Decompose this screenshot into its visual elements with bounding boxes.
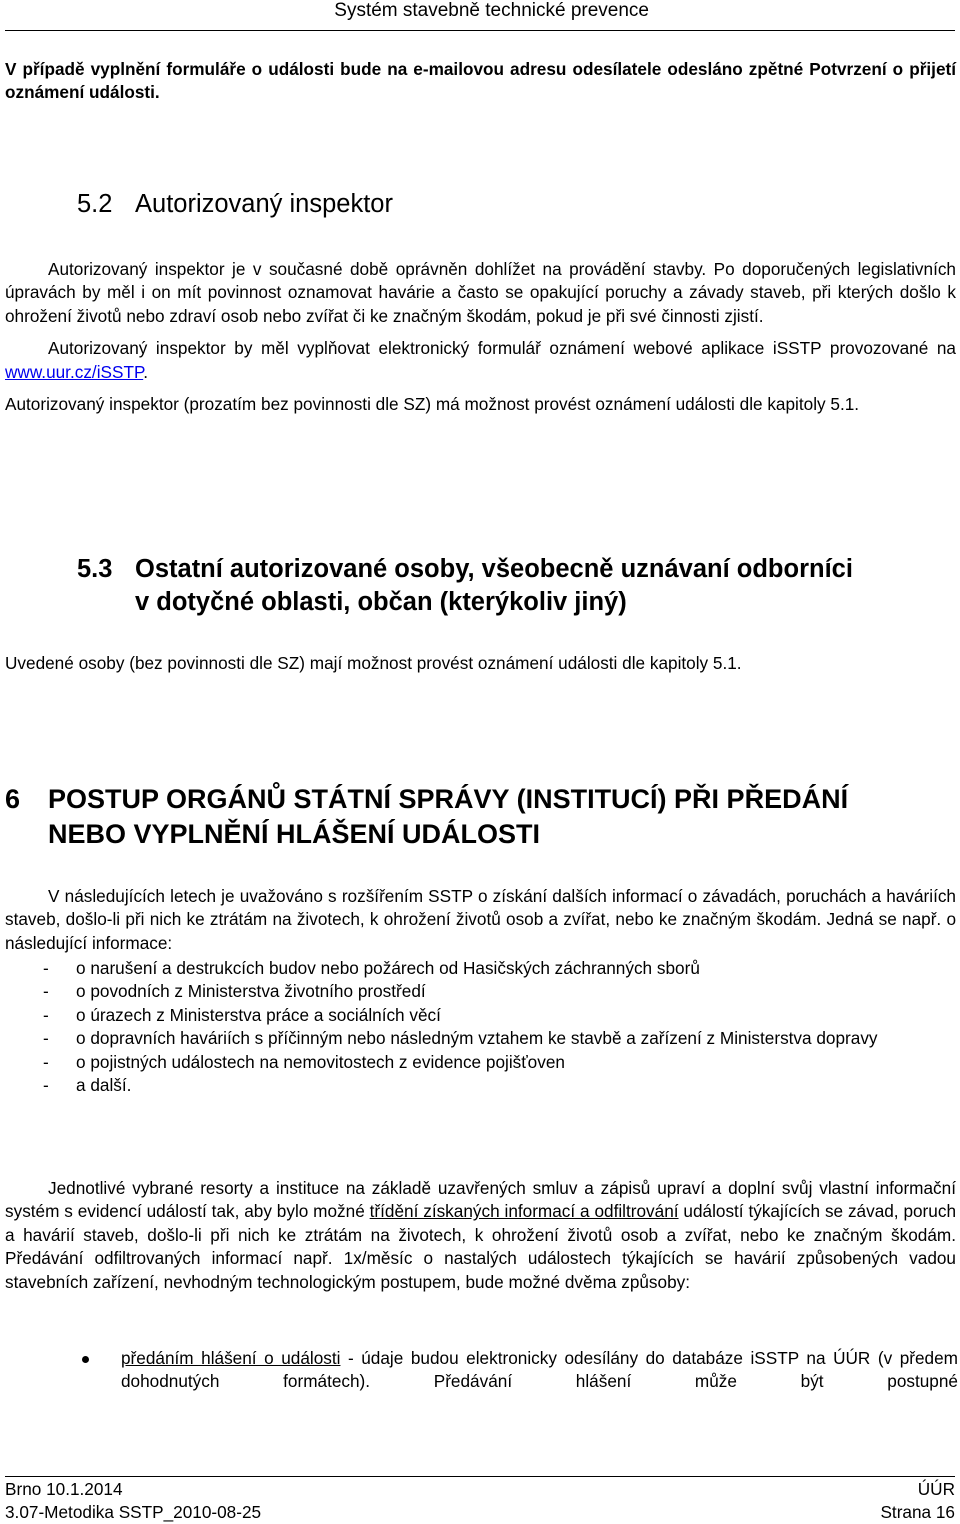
footer-date: Brno 10.1.2014	[5, 1479, 123, 1499]
header-rule	[5, 30, 955, 31]
bullet-list	[82, 1347, 958, 1394]
paragraph: Autorizovaný inspektor je v současné době oprávněn dohlížet na provádění stavby. Po doporučených legislativních úpravách by měl i on mít povinnost oznamovat havárie a často se opakující poruchy a závady staveb, při kterých došlo k ohrožení životů nebo zdraví osob nebo zvířat či ke značným škodám, pokud je při své činnosti zjistí.	[5, 259, 956, 326]
intro-paragraph: V případě vyplnění formuláře o události bude na e-mailovou adresu odesílatele odesláno zpětné Potvrzení o přijetí oznámení události.	[5, 59, 956, 103]
paragraph: Autorizovaný inspektor (prozatím bez povinnosti dle SZ) má možnost provést oznámení události dle kapitoly 5.1.	[5, 394, 860, 415]
list-item: - o pojistných událostech na nemovitostech z evidence pojišťoven	[43, 1051, 565, 1072]
section-5-2-body	[5, 258, 956, 416]
section-title-line1: Ostatní autorizované osoby, všeobecně uznávaní odborníci	[135, 555, 853, 583]
footer-rule	[5, 1476, 955, 1477]
footer-docname: 3.07-Metodika SSTP_2010-08-25	[5, 1502, 262, 1522]
paragraph: Uvedené osoby (bez povinnosti dle SZ) mají možnost provést oznámení události dle kapitoly 5.1.	[5, 653, 742, 673]
list-item: - o dopravních haváriích s příčinným nebo následným vztahem ke stavbě a zařízení z Ministerstva dopravy	[43, 1028, 878, 1049]
chapter-title-line1: POSTUP ORGÁNŮ STÁTNÍ SPRÁVY (INSTITUCÍ) PŘI PŘEDÁNÍ	[48, 784, 849, 814]
section-number: 5.2	[77, 190, 113, 218]
footer-org: ÚÚR	[917, 1479, 955, 1499]
page-footer	[5, 1476, 955, 1524]
section-5-3-heading	[77, 553, 957, 619]
section-number: 5.3	[77, 555, 113, 583]
paragraph-text: .	[143, 361, 148, 382]
footer-page-number: Strana 16	[880, 1502, 955, 1522]
list-item: - o narušení a destrukcích budov nebo požárech od Hasičských záchranných sborů	[43, 958, 700, 978]
section-title-line2: v dotyčné oblasti, občan (kterýkoliv jiný)	[135, 588, 627, 616]
list-item: - o úrazech z Ministerstva práce a sociálních věcí	[43, 1004, 441, 1025]
section-title: Autorizovaný inspektor	[135, 190, 393, 218]
chapter-number: 6	[5, 784, 21, 814]
chapter-title-line2: NEBO VYPLNĚNÍ HLÁŠENÍ UDÁLOSTI	[48, 819, 541, 849]
section-5-2-heading	[77, 188, 393, 221]
information-list	[43, 957, 958, 1097]
page-header	[0, 0, 960, 30]
bullet-item: předáním hlášení o události - údaje budou elektronicky odesílány do databáze iSSTP na ÚÚR (v předem dohodnutých formátech). Předávání hlášení může být postupné	[82, 1347, 958, 1394]
section-5-3-body	[5, 652, 956, 675]
intro-block	[5, 58, 956, 105]
paragraph-text: Autorizovaný inspektor by měl vyplňovat elektronický formulář oznámení webové aplikace iSSTP provozované na	[48, 338, 956, 359]
paragraph: V následujících letech je uvažováno s rozšířením SSTP o získání dalších informací o závadách, poruchách a haváriích staveb, došlo-li při nich ke ztrátám na životech, k ohrožení životů osob a zvířat, nebo ke značným škodám. Jedná se např. o následující informace:	[5, 886, 956, 953]
list-item: - a další.	[43, 1075, 132, 1096]
header-title: Systém stavebně technické prevence	[334, 0, 649, 21]
paragraph	[5, 337, 956, 384]
paragraph: Jednotlivé vybrané resorty a instituce na základě uzavřených smluv a zápisů upraví a doplní svůj vlastní informační systém s evidencí událostí tak, aby bylo možné třídění získaných informací a odfiltrování událostí týkajících se závad, poruch a havárií staveb, došlo-li při nich ke ztrátám na životech, k ohrožení životů osob a zvířat, nebo ke značným škodám. Předávání odfiltrovaných informací např. 1x/měsíc o nastalých událostech týkajících se havárií způsobených vadou stavebních zařízení, nevhodným technologickým postupem, bude možné dvěma způsoby:	[5, 1178, 956, 1292]
chapter-6-paragraph-2	[5, 1177, 956, 1294]
chapter-6-heading	[5, 782, 955, 852]
isstp-link[interactable]: www.uur.cz/iSSTP	[5, 361, 144, 382]
list-item: - o povodních z Ministerstva životního prostředí	[43, 981, 426, 1002]
bullet-icon	[82, 1356, 89, 1363]
underlined-text: předáním hlášení o události	[121, 1348, 341, 1368]
underlined-text: třídění získaných informací a odfiltrování	[369, 1201, 679, 1222]
chapter-6-intro	[5, 885, 956, 955]
